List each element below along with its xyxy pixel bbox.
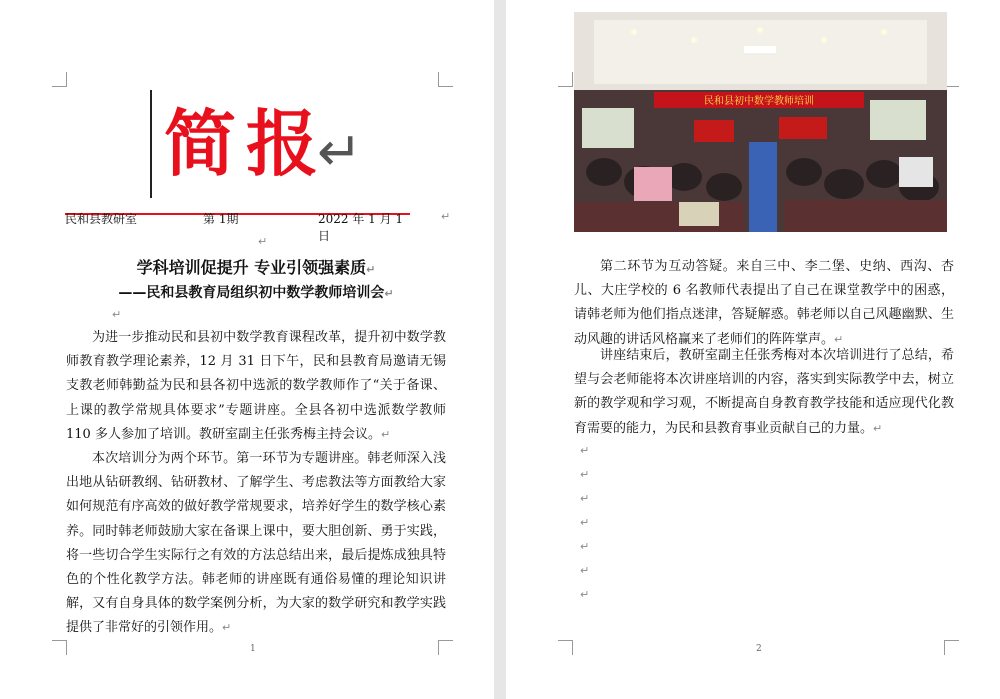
paragraph-mark-icon: ↵ bbox=[384, 287, 394, 300]
body-paragraph-1-text: 为进一步推动民和县初中数学教育课程改革，提升初中数学教师教育教学理论素养，12 月 31 日下午，民和县教育局邀请无锡支教老师韩勤益为民和县各初中选派的数学教师作了“关于备课、上课的教学常规具体要求”专题讲座。全县各初中选派数学教师 110 多人参加了培训。教研室副主任张秀梅主持会议。 bbox=[66, 330, 446, 442]
paragraph-mark-icon: ↵ bbox=[580, 564, 590, 577]
paragraph-mark-icon: ↵ bbox=[873, 421, 883, 435]
body-paragraph-4 bbox=[574, 344, 954, 441]
issue-date: 2022 年 1 月 1 日 bbox=[318, 212, 404, 243]
paragraph-mark-icon: ↵ bbox=[258, 235, 268, 248]
paragraph-mark-icon: ↵ bbox=[380, 427, 391, 441]
body-paragraph-1 bbox=[66, 326, 446, 447]
training-photo-image bbox=[574, 12, 947, 232]
masthead-title: 简报 bbox=[164, 101, 329, 186]
body-paragraph-2 bbox=[66, 447, 446, 641]
crop-mark-top-left bbox=[558, 72, 573, 87]
return-arrow-icon: ↵ bbox=[317, 120, 363, 183]
paragraph-mark-icon: ↵ bbox=[580, 492, 590, 505]
page-1 bbox=[0, 0, 494, 699]
paragraph-mark-icon: ↵ bbox=[366, 263, 376, 276]
subheadline bbox=[66, 282, 446, 302]
crop-mark-bottom-left bbox=[52, 640, 67, 655]
crop-mark-bottom-right bbox=[438, 640, 453, 655]
page-number: 1 bbox=[250, 644, 256, 654]
paragraph-mark-icon: ↵ bbox=[580, 468, 590, 481]
paragraph-mark-icon: ↵ bbox=[580, 444, 590, 457]
page-number: 2 bbox=[756, 644, 762, 654]
masthead bbox=[150, 90, 363, 198]
paragraph-mark-icon: ↵ bbox=[222, 621, 232, 635]
paragraph-mark-icon: ↵ bbox=[580, 540, 590, 553]
paragraph-mark-icon: ↵ bbox=[834, 332, 844, 346]
paragraph-mark-icon: ↵ bbox=[441, 210, 451, 223]
crop-mark-top-right bbox=[438, 72, 453, 87]
headline-text: 学科培训促提升 专业引领强素质 bbox=[136, 258, 367, 277]
body-paragraph-3-text: 第二环节为互动答疑。来自三中、李二堡、史纳、西沟、杏儿、大庄学校的 6 名教师代表提出了自己在课堂教学中的困惑，请韩老师为他们指点迷津，答疑解惑。韩老师以自己风趣幽默、生动风趣的讲话风格赢来了老师们的阵阵掌声。 bbox=[574, 259, 954, 347]
issuing-office: 民和县教研室 bbox=[65, 212, 138, 226]
paragraph-mark-icon: ↵ bbox=[580, 588, 590, 601]
issue-number: 第 1期 bbox=[203, 212, 239, 226]
issue-info-row bbox=[65, 210, 451, 243]
photo-banner-text: 民和县初中数学教师培训 bbox=[704, 96, 814, 107]
subheadline-text: ——民和县教育局组织初中数学教师培训会 bbox=[118, 285, 385, 301]
paragraph-mark-icon: ↵ bbox=[580, 516, 590, 529]
crop-mark-bottom-left bbox=[558, 640, 573, 655]
crop-mark-bottom-right bbox=[944, 640, 959, 655]
paragraph-mark-icon: ↵ bbox=[112, 308, 122, 321]
body-paragraph-3 bbox=[574, 255, 954, 352]
headline bbox=[66, 255, 446, 278]
body-paragraph-4-text: 讲座结束后，教研室副主任张秀梅对本次培训进行了总结，希望与会老师能将本次讲座培训的内容，落实到实际教学中去，树立新的教学观和学习观，不断提高自身教育教学技能和适应现代化教育需要的能力，为民和县教育事业贡献自己的力量。 bbox=[574, 348, 954, 436]
training-photo bbox=[574, 12, 947, 232]
crop-mark-top-left bbox=[52, 72, 67, 87]
body-paragraph-2-text: 本次培训分为两个环节。第一环节为专题讲座。韩老师深入浅出地从钻研教纲、钻研教材、了解学生、考虑教法等方面教给大家如何规范有序高效的做好教学常规要求，培养好学生的数学核心素养。同时韩老师鼓励大家在备课上课中，要大胆创新、勇于实践，将一些切合学生实际行之有效的方法总结出来，最后提炼成独具特色的个性化教学方法。韩老师的讲座既有通俗易懂的理论知识讲解，又有自身具体的数学案例分析，为大家的数学研究和教学实践提供了非常好的引领作用。 bbox=[66, 451, 446, 636]
